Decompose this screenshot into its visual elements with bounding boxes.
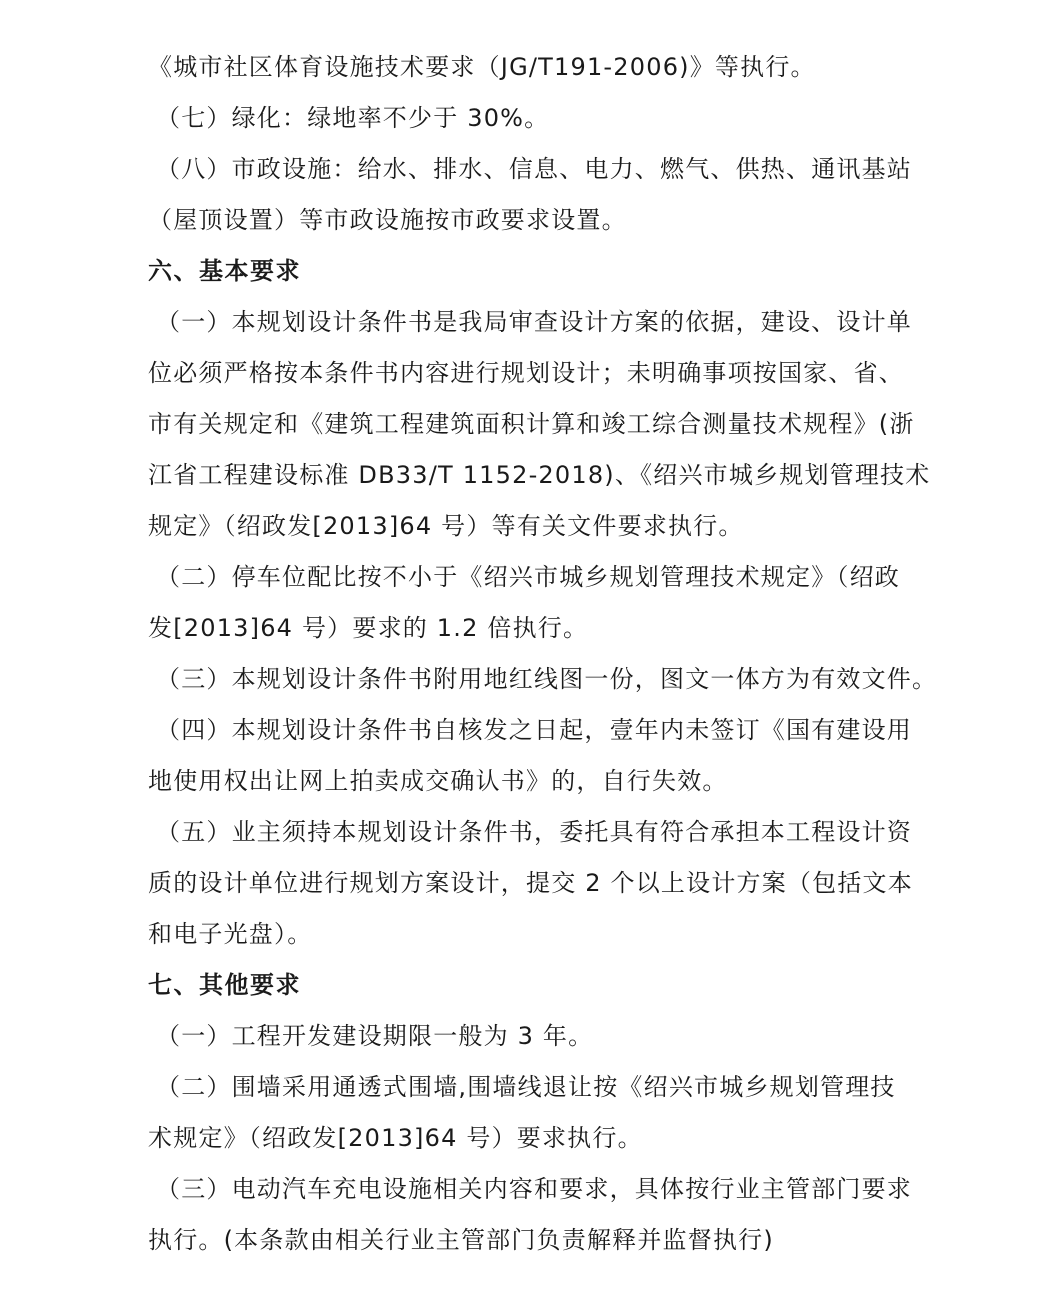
section-heading-basic-requirements: 六、基本要求 bbox=[148, 257, 301, 285]
section-heading-other-requirements: 七、其他要求 bbox=[148, 971, 301, 999]
text-line: （屋顶设置）等市政设施按市政要求设置。 bbox=[148, 206, 627, 234]
text-line: 地使用权出让网上拍卖成交确认书》的，自行失效。 bbox=[148, 767, 728, 795]
text-line: 《城市社区体育设施技术要求（JG/T191-2006)》等执行。 bbox=[148, 53, 816, 81]
list-item-4-validity: （四）本规划设计条件书自核发之日起，壹年内未签订《国有建设用 bbox=[156, 716, 912, 744]
text-line: 质的设计单位进行规划方案设计，提交 2 个以上设计方案（包括文本 bbox=[148, 869, 913, 897]
list-item-1-construction-period: （一）工程开发建设期限一般为 3 年。 bbox=[156, 1022, 594, 1050]
list-item-3-ev-charging: （三）电动汽车充电设施相关内容和要求，具体按行业主管部门要求 bbox=[156, 1175, 912, 1203]
text-line: 市有关规定和《建筑工程建筑面积计算和竣工综合测量技术规程》(浙 bbox=[148, 410, 915, 438]
text-line: 术规定》（绍政发[2013]64 号）要求执行。 bbox=[148, 1124, 643, 1152]
text-line: 江省工程建设标准 DB33/T 1152-2018)、《绍兴市城乡规划管理技术 bbox=[148, 461, 931, 489]
text-line: 规定》（绍政发[2013]64 号）等有关文件要求执行。 bbox=[148, 512, 744, 540]
list-item-8-municipal: （八）市政设施：给水、排水、信息、电力、燃气、供热、通讯基站 bbox=[156, 155, 912, 183]
text-line: 执行。(本条款由相关行业主管部门负责解释并监督执行) bbox=[148, 1226, 774, 1254]
list-item-7-greening: （七）绿化：绿地率不少于 30%。 bbox=[156, 104, 550, 132]
list-item-2-fence: （二）围墙采用通透式围墙,围墙线退让按《绍兴市城乡规划管理技 bbox=[156, 1073, 896, 1101]
text-line: 位必须严格按本条件书内容进行规划设计；未明确事项按国家、省、 bbox=[148, 359, 904, 387]
text-line: 发[2013]64 号）要求的 1.2 倍执行。 bbox=[148, 614, 589, 642]
document-page bbox=[148, 42, 938, 1266]
text-line: 和电子光盘）。 bbox=[148, 920, 313, 948]
list-item-2-parking: （二）停车位配比按不小于《绍兴市城乡规划管理技术规定》（绍政 bbox=[156, 563, 900, 591]
list-item-1-basis: （一）本规划设计条件书是我局审查设计方案的依据，建设、设计单 bbox=[156, 308, 912, 336]
list-item-3-redline-map: （三）本规划设计条件书附用地红线图一份，图文一体方为有效文件。 bbox=[156, 665, 938, 693]
list-item-5-design-proposal: （五）业主须持本规划设计条件书，委托具有符合承担本工程设计资 bbox=[156, 818, 912, 846]
